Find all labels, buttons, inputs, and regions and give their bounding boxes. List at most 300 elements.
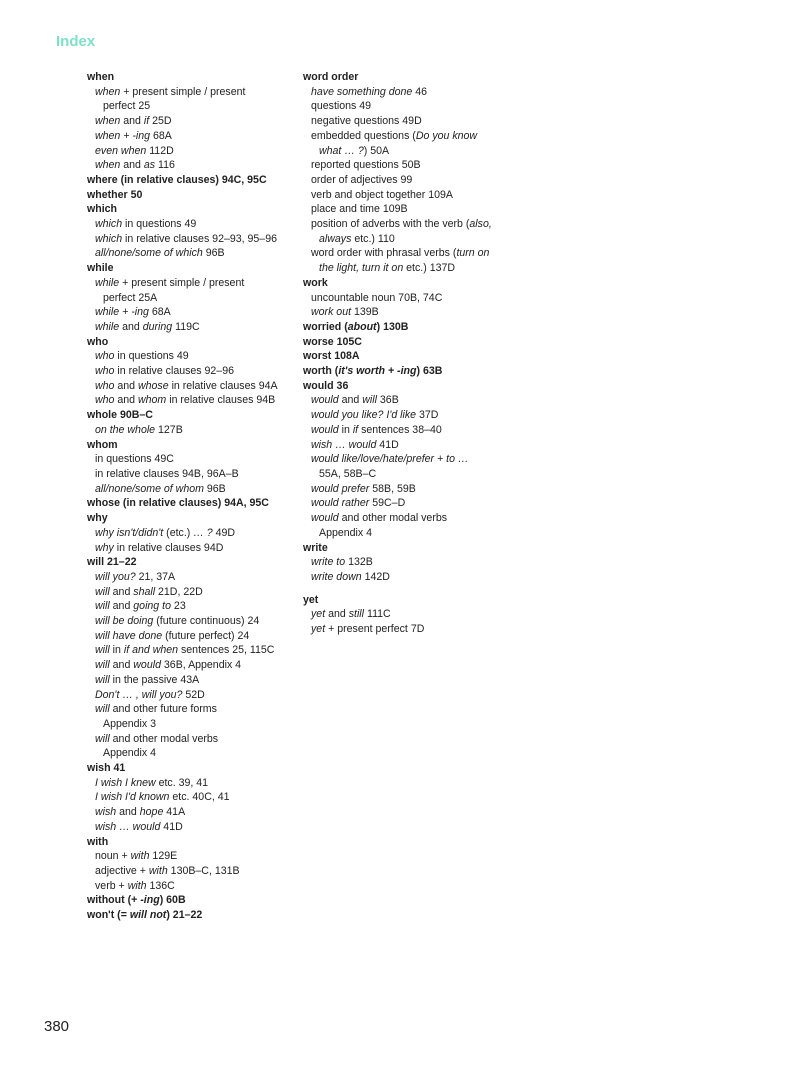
index-subentry-line (87, 364, 292, 379)
example-text: when (95, 159, 121, 172)
example-text: when (95, 115, 121, 128)
index-subentry-line (87, 393, 292, 408)
headword: wish (87, 762, 111, 775)
entry-text: uncountable noun 70B, 74C (311, 291, 443, 304)
index-headword-line (303, 593, 508, 608)
headword: whether (87, 188, 128, 201)
index-subentry-line (303, 246, 508, 261)
index-subentry-line (303, 570, 508, 585)
example-text: if and when (123, 644, 179, 657)
index-subentry-line (303, 496, 508, 511)
index-subentry-line (303, 438, 508, 453)
entry-text: ) 130B (376, 320, 409, 333)
index-headword-line (303, 335, 508, 350)
entry-text: 41 (110, 762, 126, 775)
example-text: with (130, 850, 150, 863)
example-text: would you like? I'd like (311, 409, 417, 422)
entry-text: 49D (212, 526, 236, 539)
index-subentry-line (87, 320, 292, 335)
index-subentry-line (303, 423, 508, 438)
headword: without (87, 894, 125, 907)
entry-text: and (116, 806, 140, 819)
entry-text: 41D (376, 438, 399, 451)
index-subentry-line (303, 144, 508, 159)
index-headword-line (87, 173, 292, 188)
entry-text: (in relative clauses) 94A, 95C (119, 497, 269, 510)
example-text: even when (95, 144, 147, 157)
entry-text: word order with phrasal verbs ( (311, 247, 457, 260)
headword: worth (303, 365, 332, 378)
entry-text: 105C (333, 335, 362, 348)
example-text: wish (95, 806, 117, 819)
example-text: whose (138, 379, 169, 392)
index-subentry-line (87, 688, 292, 703)
entry-text: and (109, 585, 134, 598)
entry-text: ) 50A (363, 144, 390, 157)
example-text: would (133, 659, 161, 672)
index-headword-line (87, 261, 292, 276)
entry-text: place and time 109B (311, 203, 408, 216)
index-subentry-line (303, 217, 508, 232)
example-text: when + -ing (95, 129, 151, 142)
headword: write (303, 541, 328, 554)
entry-text: (future perfect) 24 (162, 629, 250, 642)
example-text: which (95, 232, 123, 245)
index-headword-line (87, 335, 292, 350)
example-text: whom (138, 394, 167, 407)
example-text: why (95, 541, 114, 554)
example-text: … ? (193, 526, 213, 539)
entry-text: 21D, 22D (155, 585, 203, 598)
entry-text: in relative clauses 92–93, 95–96 (122, 232, 277, 245)
example-text: going to (133, 600, 171, 613)
headword: will (87, 556, 105, 569)
example-text: with (127, 879, 147, 892)
entry-text: 25D (149, 115, 172, 128)
headword: which (87, 203, 118, 216)
index-headword-line (303, 379, 508, 394)
index-subentry-line (303, 408, 508, 423)
headword: with (87, 835, 109, 848)
headword: when (87, 71, 115, 83)
entry-text: and (109, 659, 134, 672)
example-text: -ing (140, 894, 160, 907)
entry-text: 119C (172, 320, 200, 333)
entry-text: in (109, 644, 124, 657)
index-subentry-line (87, 114, 292, 129)
entry-text: 55A, 58B–C (319, 467, 377, 480)
example-text: hope (139, 806, 164, 819)
entry-text: 58B, 59B (369, 482, 416, 495)
entry-text: + present perfect 7D (325, 623, 425, 636)
example-text: on the whole (95, 423, 156, 436)
example-text: during (142, 320, 173, 333)
entry-text: ( (341, 320, 348, 333)
entry-text: and (119, 320, 143, 333)
index-subentry-line (303, 173, 508, 188)
index-subentry-line (303, 85, 508, 100)
index-subentry-line (87, 129, 292, 144)
example-text: while (95, 276, 120, 289)
entry-text: ( (331, 365, 339, 378)
headword: where (87, 173, 118, 186)
entry-text: in relative clauses 92–96 (114, 365, 234, 378)
index-subentry-line (303, 291, 508, 306)
example-text: will (95, 673, 110, 686)
index-headword-line (87, 496, 292, 511)
entry-text: ) 21–22 (166, 909, 203, 922)
index-subentry-line (87, 232, 292, 247)
example-text: will (95, 703, 110, 716)
example-text: when (95, 85, 121, 98)
index-headword-line (87, 555, 292, 570)
entry-text: 139B (351, 306, 379, 319)
index-subentry-line (87, 452, 292, 467)
entry-text: and other modal verbs (338, 512, 448, 525)
index-subentry-line (303, 482, 508, 497)
index-subentry-line (87, 541, 292, 556)
example-text: it's worth + -ing (338, 365, 417, 378)
example-text: wish … would (311, 438, 377, 451)
index-subentry-line (87, 585, 292, 600)
entry-text: Appendix 3 (103, 717, 157, 730)
example-text: while (95, 320, 120, 333)
index-subentry-line (87, 673, 292, 688)
entry-text: 68A (150, 129, 172, 142)
headword: whose (87, 497, 120, 510)
entry-text: etc. 40C, 41 (169, 791, 230, 804)
index-subentry-line (303, 511, 508, 526)
headword: would (303, 379, 334, 392)
example-text: would like/love/hate/prefer + to … (311, 453, 469, 466)
entry-text: 21, 37A (135, 570, 176, 583)
index-subentry-line (303, 467, 508, 482)
example-text: also, (469, 218, 492, 231)
entry-text: and (325, 608, 349, 621)
headword: won't (87, 909, 115, 922)
entry-text: (etc.) (163, 526, 194, 539)
entry-text: etc. 39, 41 (155, 776, 209, 789)
example-text: turn on (456, 247, 490, 260)
example-text: shall (133, 585, 156, 598)
entry-text: questions 49 (311, 100, 372, 113)
entry-text: 37D (416, 409, 439, 422)
example-text: the light, turn it on (319, 262, 404, 275)
entry-text: 112D (146, 144, 174, 157)
entry-text: and (109, 600, 134, 613)
index-subentry-line (87, 379, 292, 394)
entry-text: 46 (412, 85, 428, 98)
index-subentry-line (87, 614, 292, 629)
index-subentry-line (303, 555, 508, 570)
entry-text: and (120, 159, 144, 172)
index-subentry-line (87, 643, 292, 658)
entry-text: 132B (345, 556, 373, 569)
example-text: will be doing (95, 615, 154, 628)
index-headword-line (87, 188, 292, 203)
example-text: will not (129, 909, 167, 922)
index-subentry-line (303, 158, 508, 173)
index-subentry-line (87, 658, 292, 673)
entry-text: in questions 49 (122, 218, 197, 231)
example-text: have something done (311, 85, 413, 98)
entry-text: in relative clauses 94B, 96A–B (95, 467, 239, 480)
example-text: I wish I knew (95, 776, 156, 789)
index-headword-line (87, 511, 292, 526)
entry-text: 36B, Appendix 4 (160, 659, 242, 672)
headword: why (87, 512, 108, 525)
index-subentry-line (303, 114, 508, 129)
entry-text: in questions 49C (95, 453, 174, 466)
index-headword-line (87, 70, 292, 85)
index-headword-line (87, 408, 292, 423)
example-text: all/none/some of whom (95, 482, 204, 495)
example-text: yet (311, 608, 326, 621)
example-text: would (311, 394, 339, 407)
entry-text: 68A (148, 306, 171, 319)
index-headword-line (87, 893, 292, 908)
entry-text: verb and object together 109A (311, 188, 453, 201)
index-subentry-line (303, 452, 508, 467)
example-text: if (143, 115, 150, 128)
example-text: write down (311, 570, 362, 583)
example-text: I wish I'd known (95, 791, 170, 804)
entry-text: etc.) 110 (351, 232, 395, 245)
entry-text: 96B (203, 482, 226, 495)
index-subentry-line (87, 805, 292, 820)
entry-text: 108A (331, 350, 360, 363)
index-subentry-line (303, 129, 508, 144)
index-subentry-line (87, 246, 292, 261)
entry-text: in relative clauses 94B (166, 394, 276, 407)
entry-text: 36 (333, 379, 349, 392)
example-text: would (311, 512, 339, 525)
example-text: write to (311, 556, 346, 569)
index-headword-line (87, 835, 292, 850)
index-subentry-line (87, 99, 292, 114)
headword: yet (303, 593, 319, 606)
index-subentry-line (87, 776, 292, 791)
entry-text: order of adjectives 99 (311, 173, 413, 186)
index-subentry-line (87, 144, 292, 159)
index-subentry-line (87, 217, 292, 232)
index-subentry-line (303, 188, 508, 203)
index-subentry-line (87, 276, 292, 291)
example-text: work out (311, 306, 352, 319)
index-subentry-line (303, 622, 508, 637)
entry-text: 116 (155, 159, 175, 172)
index-subentry-line (303, 232, 508, 247)
example-text: who (95, 365, 115, 378)
index-subentry-line (87, 305, 292, 320)
example-text: will (362, 394, 377, 407)
headword: while (87, 262, 114, 275)
entry-text: + present simple / present (119, 276, 245, 289)
entry-text: embedded questions ( (311, 129, 416, 142)
entry-text: 96B (202, 247, 225, 260)
example-text: why isn't/didn't (95, 526, 164, 539)
entry-text: (= (114, 909, 130, 922)
entry-text: and (338, 394, 363, 407)
example-text: would rather (311, 497, 370, 510)
headword: who (87, 335, 109, 348)
example-text: will (95, 600, 110, 613)
entry-text: 23 (170, 600, 186, 613)
entry-text: and other future forms (109, 703, 217, 716)
entry-text: in (338, 423, 353, 436)
page-number: 380 (44, 1018, 70, 1035)
entry-text: 90B–C (117, 409, 153, 422)
entry-text: adjective + (95, 864, 149, 877)
entry-text: ) 60B (159, 894, 186, 907)
entry-text: perfect 25 (103, 100, 151, 113)
headword: work (303, 276, 328, 289)
example-text: what … ? (319, 144, 364, 157)
index-subentry-line (87, 849, 292, 864)
index-subentry-line (303, 607, 508, 622)
example-text: as (143, 159, 156, 172)
index-subentry-line (303, 526, 508, 541)
index-subentry-line (87, 482, 292, 497)
index-headword-line (303, 320, 508, 335)
entry-text: in questions 49 (114, 350, 189, 363)
index-column-right (303, 70, 508, 637)
example-text: will have done (95, 629, 163, 642)
example-text: yet (311, 623, 326, 636)
example-text: would (311, 423, 339, 436)
page-title: Index (56, 33, 96, 50)
index-headword-line (303, 541, 508, 556)
entry-text: 130B–C, 131B (167, 864, 240, 877)
index-subentry-line (87, 291, 292, 306)
example-text: would prefer (311, 482, 370, 495)
index-headword-line (303, 364, 508, 379)
example-text: will you? (95, 570, 136, 583)
index-subentry-line (87, 526, 292, 541)
example-text: always (319, 232, 352, 245)
entry-text: 21–22 (104, 556, 137, 569)
headword: worried (303, 320, 342, 333)
entry-text: Appendix 4 (103, 747, 157, 760)
index-subentry-line (87, 732, 292, 747)
example-text: will (95, 585, 110, 598)
entry-text: 59C–D (369, 497, 406, 510)
index-subentry-line (87, 85, 292, 100)
example-text: who (95, 350, 115, 363)
example-text: who (95, 394, 115, 407)
index-headword-line (87, 908, 292, 923)
index-subentry-line (87, 864, 292, 879)
entry-text: 129E (149, 850, 178, 863)
index-headword-line (87, 202, 292, 217)
example-text: if (352, 423, 359, 436)
example-text: will (95, 644, 110, 657)
index-subentry-line (87, 570, 292, 585)
entry-text: verb + (95, 879, 128, 892)
entry-text: (in relative clauses) 94C, 95C (117, 173, 267, 186)
entry-text: and (120, 115, 144, 128)
entry-text: negative questions 49D (311, 115, 422, 128)
example-text: which (95, 218, 123, 231)
entry-text: 52D (182, 688, 205, 701)
index-subentry-line (87, 629, 292, 644)
entry-text: + present simple / present (120, 85, 246, 98)
entry-text: 127B (155, 423, 183, 436)
entry-text: sentences 38–40 (358, 423, 442, 436)
entry-text: position of adverbs with the verb ( (311, 218, 470, 231)
entry-text: in relative clauses 94D (113, 541, 224, 554)
entry-text: perfect 25A (103, 291, 158, 304)
index-headword-line (87, 438, 292, 453)
headword: worse (303, 335, 334, 348)
example-text: about (347, 320, 377, 333)
example-text: while + -ing (95, 306, 149, 319)
index-subentry-line (87, 599, 292, 614)
index-subentry-line (303, 305, 508, 320)
entry-text: (+ (124, 894, 141, 907)
index-headword-line (303, 349, 508, 364)
index-subentry-line (87, 790, 292, 805)
headword: word order (303, 71, 359, 83)
index-subentry-line (87, 702, 292, 717)
entry-text: in the passive 43A (109, 673, 200, 686)
entry-text: 136C (146, 879, 175, 892)
entry-text: in relative clauses 94A (168, 379, 278, 392)
example-text: still (348, 608, 365, 621)
example-text: wish … would (95, 820, 161, 833)
index-headword-line (303, 276, 508, 291)
entry-text: ) 63B (416, 365, 443, 378)
entry-text: 41A (163, 806, 186, 819)
headword: whole (87, 409, 118, 422)
entry-text: (future continuous) 24 (153, 615, 260, 628)
entry-text: etc.) 137D (403, 262, 456, 275)
index-headword-line (87, 761, 292, 776)
index-subentry-line (87, 717, 292, 732)
entry-text: and (114, 379, 138, 392)
entry-text: 111C (364, 608, 391, 621)
index-subentry-line (303, 99, 508, 114)
example-text: will (95, 659, 110, 672)
example-text: who (95, 379, 115, 392)
index-subentry-line (87, 820, 292, 835)
index-subentry-line (87, 423, 292, 438)
index-subentry-line (87, 746, 292, 761)
index-headword-line (303, 70, 508, 85)
example-text: all/none/some of which (95, 247, 203, 260)
headword: worst (303, 350, 332, 363)
index-subentry-line (303, 261, 508, 276)
example-text: with (148, 864, 168, 877)
entry-text: noun + (95, 850, 131, 863)
index-subentry-line (87, 349, 292, 364)
index-subentry-line (303, 393, 508, 408)
entry-text: and other modal verbs (109, 732, 219, 745)
index-subentry-line (303, 202, 508, 217)
entry-text: 50 (127, 188, 143, 201)
entry-text: and (114, 394, 138, 407)
entry-text: 41D (160, 820, 183, 833)
headword: whom (87, 438, 118, 451)
example-text: Don't … , will you? (95, 688, 183, 701)
entry-text: reported questions 50B (311, 159, 421, 172)
entry-text: sentences 25, 115C (178, 644, 275, 657)
index-column-left (87, 70, 292, 923)
entry-text: Appendix 4 (319, 526, 373, 539)
entry-text: 36B (376, 394, 399, 407)
entry-text: 142D (361, 570, 390, 583)
index-subentry-line (87, 879, 292, 894)
